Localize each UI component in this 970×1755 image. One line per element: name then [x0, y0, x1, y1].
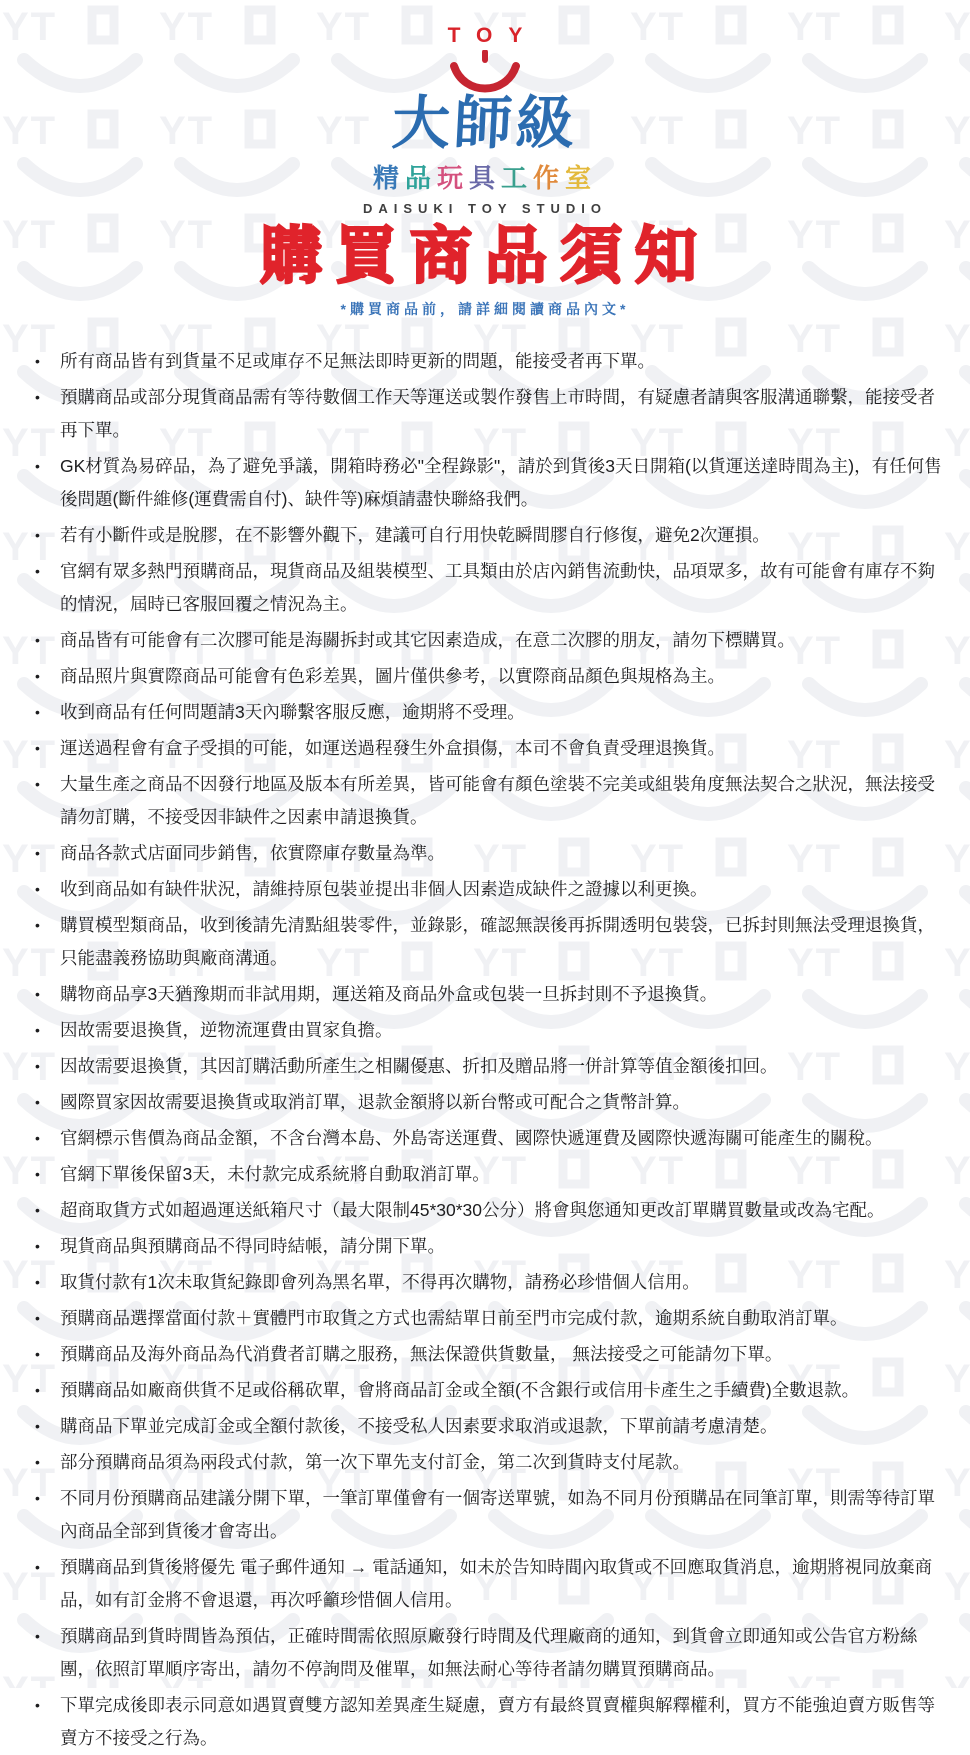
notice-body [0, 319, 970, 1755]
notice-text: 購物商品享3天猶豫期而非試用期，運送箱及商品外盒或包裝一旦拆封則不予退換貨。 [60, 983, 718, 1004]
bullet-icon: • [35, 526, 40, 543]
bullet-icon: • [35, 1381, 40, 1398]
notice-text: GK材質為易碎品，為了避免爭議，開箱時務必"全程錄影"，請於到貨後3天日開箱(以貨運送達時間為主)，有任何售後問題(斷件維修(運費需自付)、缺件等)麻煩請盡快聯絡我們。 [60, 455, 942, 509]
bullet-icon: • [35, 667, 40, 684]
notice-text: 預購商品如廠商供貨不足或俗稱砍單，會將商品訂金或全額(不含銀行或信用卡產生之手續費)全數退款。 [60, 1379, 860, 1400]
notice-text: 因故需要退換貨，其因訂購活動所產生之相關優惠、折扣及贈品將一併計算等值金額後扣回。 [60, 1055, 778, 1076]
bullet-icon: • [35, 1273, 40, 1290]
page-title: 購買商品須知 [259, 221, 710, 291]
notice-item [30, 1230, 942, 1263]
notice-item [30, 696, 942, 729]
bullet-icon: • [35, 739, 40, 756]
bullet-icon: • [35, 1453, 40, 1470]
bullet-icon: • [35, 1345, 40, 1362]
tagline-char: 品 [404, 162, 437, 193]
notice-text: 因故需要退換貨，逆物流運費由買家負擔。 [60, 1019, 393, 1040]
notice-text: 商品皆有可能會有二次膠可能是海關拆封或其它因素造成，在意二次膠的朋友，請勿下標購買。 [60, 629, 795, 650]
notice-text: 部分預購商品須為兩段式付款，第一次下單先支付訂金，第二次到貨時支付尾款。 [60, 1451, 690, 1472]
notice-item [30, 1050, 942, 1083]
bullet-icon: • [35, 844, 40, 861]
bullet-icon: • [35, 703, 40, 720]
page-subtitle: *購買商品前，請詳細閱讀商品內文* [340, 300, 630, 317]
notice-text: 不同月份預購商品建議分開下單，一筆訂單僅會有一個寄送單號，如為不同月份預購品在同筆訂單，則需等待訂單內商品全部到貨後才會寄出。 [60, 1487, 935, 1541]
notice-item [30, 1374, 942, 1407]
notice-item [30, 450, 942, 516]
notice-item [30, 1086, 942, 1119]
notice-text: 官網有眾多熱門預購商品，現貨商品及組裝模型、工具類由於店內銷售流動快，品項眾多，故有可能會有庫存不夠的情況，屆時已客服回覆之情況為主。 [60, 560, 935, 614]
notice-text: 國際買家因故需要退換貨或取消訂單，退款金額將以新台幣或可配合之貨幣計算。 [60, 1091, 690, 1112]
notice-item [30, 1446, 942, 1479]
bullet-icon: • [35, 1021, 40, 1038]
brand-header [0, 0, 970, 319]
notice-text: 官網標示售價為商品金額，不含台灣本島、外島寄送運費、國際快遞運費及國際快遞海關可能產生的關稅。 [60, 1127, 883, 1148]
notice-item [30, 1338, 942, 1371]
notice-item [30, 1482, 942, 1548]
notice-item [30, 345, 942, 378]
notice-item [30, 555, 942, 621]
bullet-icon: • [35, 775, 40, 792]
notice-item [30, 768, 942, 834]
notice-text: 購買模型類商品，收到後請先清點組裝零件，並錄影，確認無誤後再拆開透明包裝袋，已拆封則無法受理退換貨，只能盡義務協助與廠商溝通。 [60, 914, 935, 968]
tagline-char: 具 [468, 162, 501, 193]
notice-text: 商品照片與實際商品可能會有色彩差異，圖片僅供參考，以實際商品顏色與規格為主。 [60, 665, 725, 686]
notice-text: 預購商品到貨時間皆為預估，正確時間需依照原廠發行時間及代理廠商的通知，到貨會立即通知或公告官方粉絲團，依照訂單順序寄出，請勿不停詢問及催單，如無法耐心等待者請勿購買預購商品。 [60, 1625, 918, 1679]
brand-toy-label: TOY [447, 24, 539, 47]
bullet-icon: • [35, 1309, 40, 1326]
bullet-icon: • [35, 1201, 40, 1218]
bullet-icon: • [35, 631, 40, 648]
bullet-icon: • [35, 985, 40, 1002]
notice-text: 預購商品選擇當面付款＋實體門市取貨之方式也需結單日前至門市完成付款，逾期系統自動取消訂單。 [60, 1307, 848, 1328]
brand-tagline [0, 158, 970, 195]
notice-text: 預購商品或部分現貨商品需有等待數個工作天等運送或製作發售上市時間，有疑慮者請與客服溝通聯繫，能接受者再下單。 [60, 386, 935, 440]
bullet-icon: • [35, 1129, 40, 1146]
bullet-icon: • [35, 388, 40, 405]
tagline-char: 作 [533, 162, 566, 193]
notice-text: 官網下單後保留3天，未付款完成系統將自動取消訂單。 [60, 1163, 490, 1184]
notice-item [30, 978, 942, 1011]
notice-item [30, 1302, 942, 1335]
notice-item [30, 909, 942, 975]
notice-item [30, 873, 942, 906]
notice-text: 購商品下單並完成訂金或全額付款後，不接受私人因素要求取消或退款，下單前請考慮清楚。 [60, 1415, 778, 1436]
bullet-icon: • [35, 457, 40, 474]
notice-item [30, 1266, 942, 1299]
notice-item [30, 519, 942, 552]
bullet-icon: • [35, 1165, 40, 1182]
notice-item [30, 381, 942, 447]
tagline-char: 工 [501, 162, 534, 193]
notice-text: 預購商品及海外商品為代消費者訂購之服務，無法保證供貨數量， 無法接受之可能請勿下單。 [60, 1343, 783, 1364]
notice-item [30, 624, 942, 657]
brand-name: 大師級 [390, 91, 580, 156]
notice-item [30, 1158, 942, 1191]
notice-item [30, 837, 942, 870]
notice-item [30, 1194, 942, 1227]
notice-text: 商品各款式店面同步銷售，依實際庫存數量為準。 [60, 842, 445, 863]
bullet-icon: • [35, 1696, 40, 1713]
bullet-icon: • [35, 1237, 40, 1254]
notice-item [30, 1410, 942, 1443]
notice-text: 取貨付款有1次未取貨紀錄即會列為黑名單，不得再次購物，請務必珍惜個人信用。 [60, 1271, 700, 1292]
tagline-char: 精 [372, 162, 405, 193]
notice-item [30, 1014, 942, 1047]
notice-item [30, 660, 942, 693]
notice-item [30, 1551, 942, 1617]
bullet-icon: • [35, 1417, 40, 1434]
notice-item [30, 1689, 942, 1755]
bullet-icon: • [35, 1489, 40, 1506]
notice-text: 所有商品皆有到貨量不足或庫存不足無法即時更新的問題，能接受者再下單。 [60, 350, 655, 371]
bullet-icon: • [35, 916, 40, 933]
notice-list [30, 345, 942, 1755]
notice-item [30, 1620, 942, 1686]
bullet-icon: • [35, 1057, 40, 1074]
notice-text: 收到商品如有缺件狀況，請維持原包裝並提出非個人因素造成缺件之證據以利更換。 [60, 878, 708, 899]
brand-english-name: DAISUKI TOY STUDIO [362, 200, 608, 216]
notice-item [30, 1122, 942, 1155]
bullet-icon: • [35, 352, 40, 369]
notice-text: 收到商品有任何問題請3天內聯繫客服反應，逾期將不受理。 [60, 701, 525, 722]
bullet-icon: • [35, 1093, 40, 1110]
notice-text: 現貨商品與預購商品不得同時結帳，請分開下單。 [60, 1235, 445, 1256]
notice-item [30, 732, 942, 765]
notice-text: 下單完成後即表示同意如遇買賣雙方認知差異產生疑慮，賣方有最終買賣權與解釋權利，買方不能強迫賣方販售等賣方不接受之行為。 [60, 1694, 935, 1748]
bullet-icon: • [35, 562, 40, 579]
notice-text: 若有小斷件或是脫膠，在不影響外觀下，建議可自行用快乾瞬間膠自行修復，避免2次運損。 [60, 524, 770, 545]
notice-text: 預購商品到貨後將優先 電子郵件通知 → 電話通知，如未於告知時間內取貨或不回應取貨消息，逾期將視同放棄商品，如有訂金將不會退還，再次呼籲珍惜個人信用。 [60, 1556, 933, 1610]
notice-text: 大量生產之商品不因發行地區及版本有所差異，皆可能會有顏色塗裝不完美或組裝角度無法契合之狀況，無法接受請勿訂購，不接受因非缺件之因素申請退換貨。 [60, 773, 935, 827]
notice-text: 運送過程會有盒子受損的可能，如運送過程發生外盒損傷，本司不會負責受理退換貨。 [60, 737, 725, 758]
notice-text: 超商取貨方式如超過運送紙箱尺寸（最大限制45*30*30公分）將會與您通知更改訂單購買數量或改為宅配。 [60, 1199, 885, 1220]
bullet-icon: • [35, 880, 40, 897]
tagline-char: 室 [565, 162, 598, 193]
tagline-char: 玩 [436, 162, 469, 193]
bullet-icon: • [35, 1558, 40, 1575]
bullet-icon: • [35, 1627, 40, 1644]
